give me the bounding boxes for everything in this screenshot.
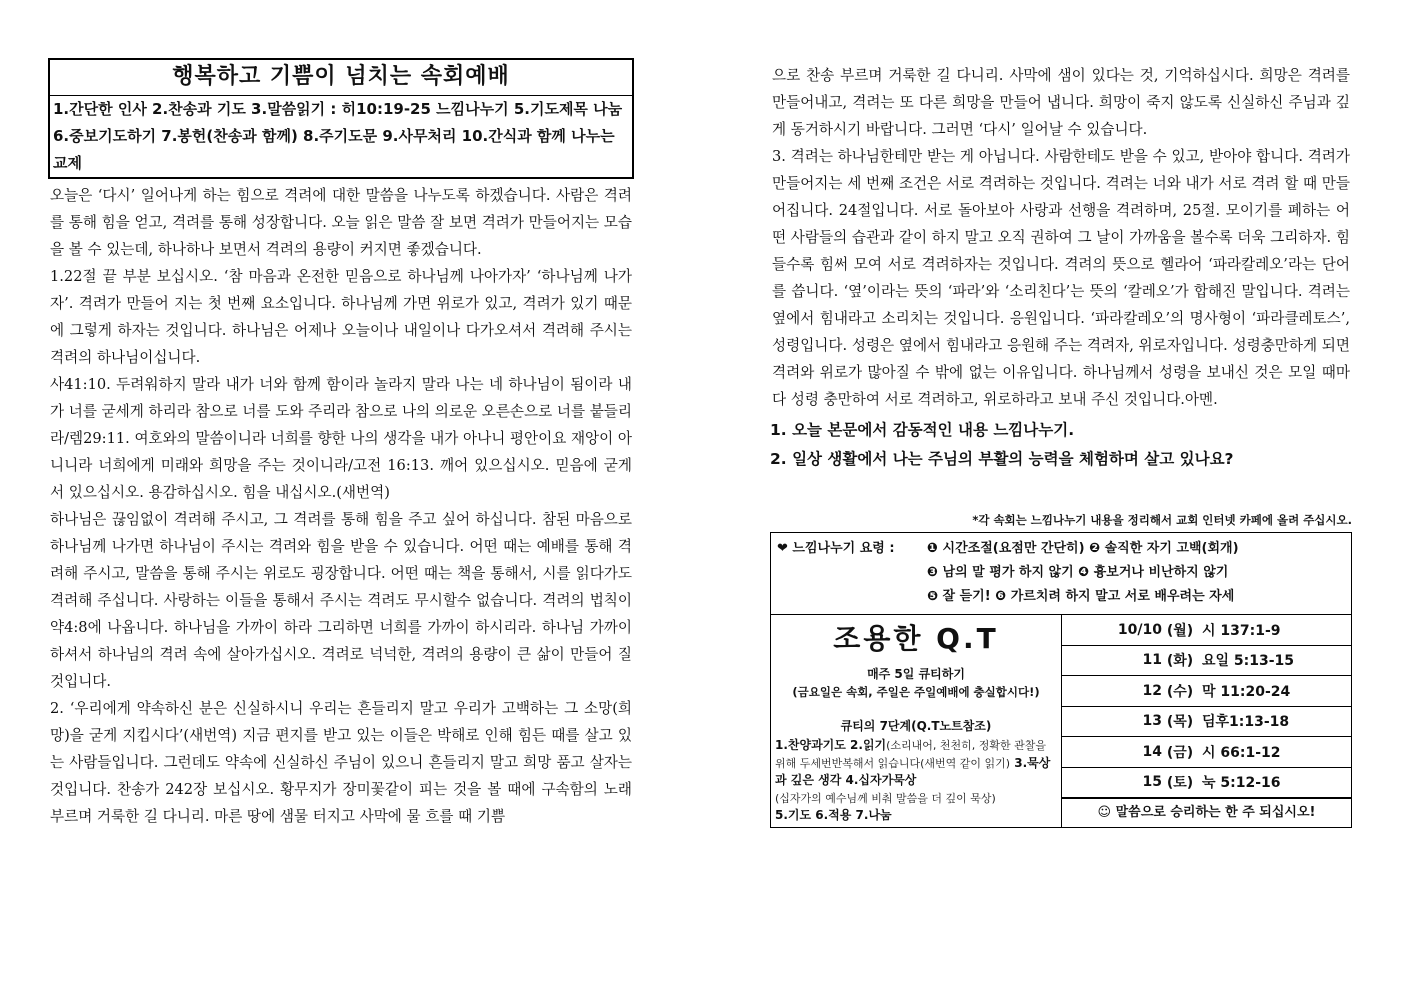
paragraph: 2. ‘우리에게 약속하신 분은 신실하시니 우리는 흔들리지 말고 우리가 고백하는 그 소망(희망)을 굳게 지킵시다’(새번역) 지금 편지를 받고 있는 이들은 박해로 인해 힘든 때를 살고 있는 사람들입니다. 그런데도 약속에 신실하신 주님이 있으니 흔들리지 말고 희망 품고 살자는 것입니다. 찬송가 242장 보십시오. 황무지가 장미꽃같이 피는 것을 볼 때에 구속함의 노래 부르며 거룩한 길 다니리. 마른 땅에 샘물 터지고 사막에 물 흐를 때 기쁨: [50, 700, 632, 825]
schedule-passage: 눅 5:12-16: [1202, 775, 1281, 792]
schedule-date: 14: [1142, 743, 1162, 760]
qt-step-note: (십자가의 예수님께 비춰 말씀을 더 깊이 묵상): [775, 791, 996, 805]
schedule-passage: 막 11:20-24: [1202, 683, 1291, 700]
schedule-row: [1062, 676, 1351, 707]
question-item: 1. 오늘 본문에서 감동적인 내용 느낌나누기.: [770, 421, 1075, 439]
sharing-guide: [771, 533, 1351, 615]
schedule-day: (월): [1166, 622, 1194, 639]
schedule-passage: 시 66:1-12: [1202, 744, 1281, 761]
schedule-date: 15: [1142, 774, 1162, 791]
sermon-text-right: [770, 62, 1352, 413]
qt-title: 조용한 Q.T: [833, 622, 999, 655]
schedule-date: 12: [1142, 682, 1162, 699]
schedule-row: [1062, 768, 1351, 799]
qt-steps-title: 큐티의 7단계(Q.T노트참조): [840, 719, 992, 733]
qt-subtitle: 매주 5일 큐티하기: [867, 667, 965, 681]
qt-steps: [771, 735, 1061, 827]
sharing-note: *각 속회는 느낌나누기 내용을 정리해서 교회 인터넷 카페에 올려 주십시오.: [972, 513, 1352, 527]
schedule-day: (금): [1166, 744, 1194, 761]
guide-label: ❤ 느낌나누기 요령 :: [777, 541, 895, 556]
discussion-questions: [770, 416, 1352, 474]
schedule-passage: 요일 5:13-15: [1202, 653, 1295, 670]
schedule-row: [1062, 737, 1351, 768]
service-header: [48, 58, 634, 179]
question-item: 2. 일상 생활에서 나는 주님의 부활의 능력을 체험하며 살고 있나요?: [770, 450, 1234, 468]
qt-section: [771, 615, 1351, 827]
schedule-date: 13: [1142, 713, 1162, 730]
qt-subtitle-note: (금요일은 속회, 주일은 주일예배에 충실합시다!): [792, 685, 1040, 699]
page-title: 행복하고 기쁨이 넘치는 속회예배: [50, 60, 632, 96]
sermon-text-left: [48, 182, 634, 830]
schedule-row: [1062, 646, 1351, 677]
qt-info: [771, 615, 1062, 827]
left-column: [48, 58, 634, 830]
paragraph: 3. 격려는 하나님한테만 받는 게 아닙니다. 사람한테도 받을 수 있고, 받아야 합니다. 격려가 만들어지는 세 번째 조건은 서로 격려하는 것입니다. 격려는 너와 내가 서로 격려 할 때 만들어집니다. 24절입니다. 서로 돌아보아 사랑과 선행을 격려하며, 25절. 모이기를 폐하는 어떤 사람들의 습관과 같이 하지 말고 오직 권하여 그 날이 가까움을 볼수록 더욱 그리하자. 힘들수록 힘써 모여 서로 격려하자는 것입니다. 격려의 뜻으로 헬라어 ‘파라칼레오’라는 단어를 씁니다. ‘옆’이라는 뜻의 ‘파라’와 ‘소리친다’는 뜻의 ‘칼레오’가 합해진 말입니다. 격려는 옆에서 힘내라고 소리치는 것입니다. 응원입니다. ‘파라칼레오’의 명사형이 ‘파라클레토스’, 성령입니다. 성령은 옆에서 힘내라고 응원해 주는 격려자, 위로자입니다. 성령충만하게 되면 격려와 위로가 많아질 수 밖에 없는 이유입니다. 하나님께서 성령을 보내신 것은 모일 때마다 성령 충만하여 서로 격려하고, 위로하라고 보내 주신 것입니다.아멘.: [772, 148, 1350, 408]
guide-line: ❸ 남의 말 평가 하지 않기 ❹ 흉보거나 비난하지 않기: [927, 565, 1229, 580]
guide-line: ❶ 시간조절(요점만 간단히) ❷ 솔직한 자기 고백(회개): [927, 541, 1239, 556]
qt-step: 5.기도 6.적용 7.나눔: [775, 808, 892, 822]
qt-schedule: [1062, 615, 1351, 827]
guide-line: ❺ 잘 듣기! ❻ 가르치려 하지 말고 서로 배우려는 자세: [927, 589, 1235, 604]
schedule-day: (목): [1166, 714, 1194, 731]
schedule-date: 11: [1142, 652, 1162, 669]
qt-step: 1.찬양과기도 2.읽기: [775, 738, 887, 752]
closing-message: ☺ 말씀으로 승리하는 한 주 되십시오!: [1062, 798, 1351, 827]
schedule-day: (수): [1166, 683, 1194, 700]
paragraph: 1.22절 끝 부분 보십시오. ‘참 마음과 온전한 믿음으로 하나님께 나아가자’ ‘하나님께 나가자’. 격려가 만들어 지는 첫 번째 요소입니다. 하나님께 가면 위로가 있고, 격려가 있기 때문에 그렇게 하자는 것입니다. 하나님은 어제나 오늘이나 내일이나 다가오셔서 격려해 주시는 격려의 하나님이십니다.: [50, 268, 632, 366]
schedule-row: [1062, 615, 1351, 646]
qt-step: 3.묵상과 깊은 생각 4.십자가묵상: [775, 755, 1051, 787]
schedule-date: 10/10: [1117, 621, 1162, 638]
paragraph: 으로 찬송 부르며 거룩한 길 다니리. 사막에 샘이 있다는 것, 기억하십시다. 희망은 격려를 만들어내고, 격려는 또 다른 희망을 만들어 냅니다. 희망이 죽지 않도록 신실하신 주님과 깊게 동거하시기 바랍니다. 그러면 ‘다시’ 일어날 수 있습니다.: [772, 67, 1350, 138]
right-column: [770, 62, 1352, 828]
schedule-day: (화): [1166, 653, 1194, 670]
schedule-passage: 딤후1:13-18: [1202, 714, 1290, 731]
paragraph: 오늘은 ‘다시’ 일어나게 하는 힘으로 격려에 대한 말씀을 나누도록 하겠습니다. 사람은 격려를 통해 힘을 얻고, 격려를 통해 성장합니다. 오늘 읽은 말씀 잘 보면 격려가 만들어지는 모습을 볼 수 있는데, 하나하나 보면서 격려의 용량이 커지면 좋겠습니다.: [50, 187, 632, 258]
paragraph: 하나님은 끊임없이 격려해 주시고, 그 격려를 통해 힘을 주고 싶어 하십니다. 참된 마음으로 하나님께 나가면 하나님이 주시는 격려와 힘을 받을 수 있습니다. 어떤 때는 예배를 통해 격려해 주시고, 말씀을 통해 주시는 위로도 굉장합니다. 어떤 때는 책을 통해서, 시를 읽다가도 격려해 주십니다. 사랑하는 이들을 통해서 주시는 격려도 무시할수 없습니다. 격려의 법칙이 약4:8에 나옵니다. 하나님을 가까이 하라 그리하면 너희를 가까이 하시리라. 하나님 가까이 하셔서 하나님의 격려 속에 살아가십시오. 격려로 넉넉한, 격려의 용량이 큰 삶이 만들어 질 것입니다.: [50, 511, 632, 690]
qt-step-note: (소리내어, 천천히, 정확한 관찰을 위해 두세번반복해서 읽습니다(새번역 같이 읽기): [775, 739, 1047, 770]
worship-order: 1.간단한 인사 2.찬송과 기도 3.말씀읽기 : 히10:19-25 느낌나누기 5.기도제목 나눔 6.중보기도하기 7.봉헌(찬송과 함께) 8.주기도문 9.사무처리 10.간식과 함께 나누는 교제: [53, 100, 623, 172]
schedule-row: [1062, 707, 1351, 738]
schedule-day: (토): [1166, 775, 1194, 792]
schedule-passage: 시 137:1-9: [1202, 622, 1281, 639]
paragraph: 사41:10. 두려워하지 말라 내가 너와 함께 함이라 놀라지 말라 나는 네 하나님이 됨이라 내가 너를 굳세게 하리라 참으로 너를 도와 주리라 참으로 나의 의로운 오른손으로 너를 붙들리라/렘29:11. 여호와의 말씀이니라 너희를 향한 나의 생각을 내가 아나니 평안이요 재앙이 아니니라 너희에게 미래와 희망을 주는 것이니라/고전 16:13. 깨어 있으십시오. 믿음에 굳게 서 있으십시오. 용감하십시오. 힘을 내십시오.(새번역): [50, 376, 632, 501]
qt-box: [770, 532, 1352, 828]
